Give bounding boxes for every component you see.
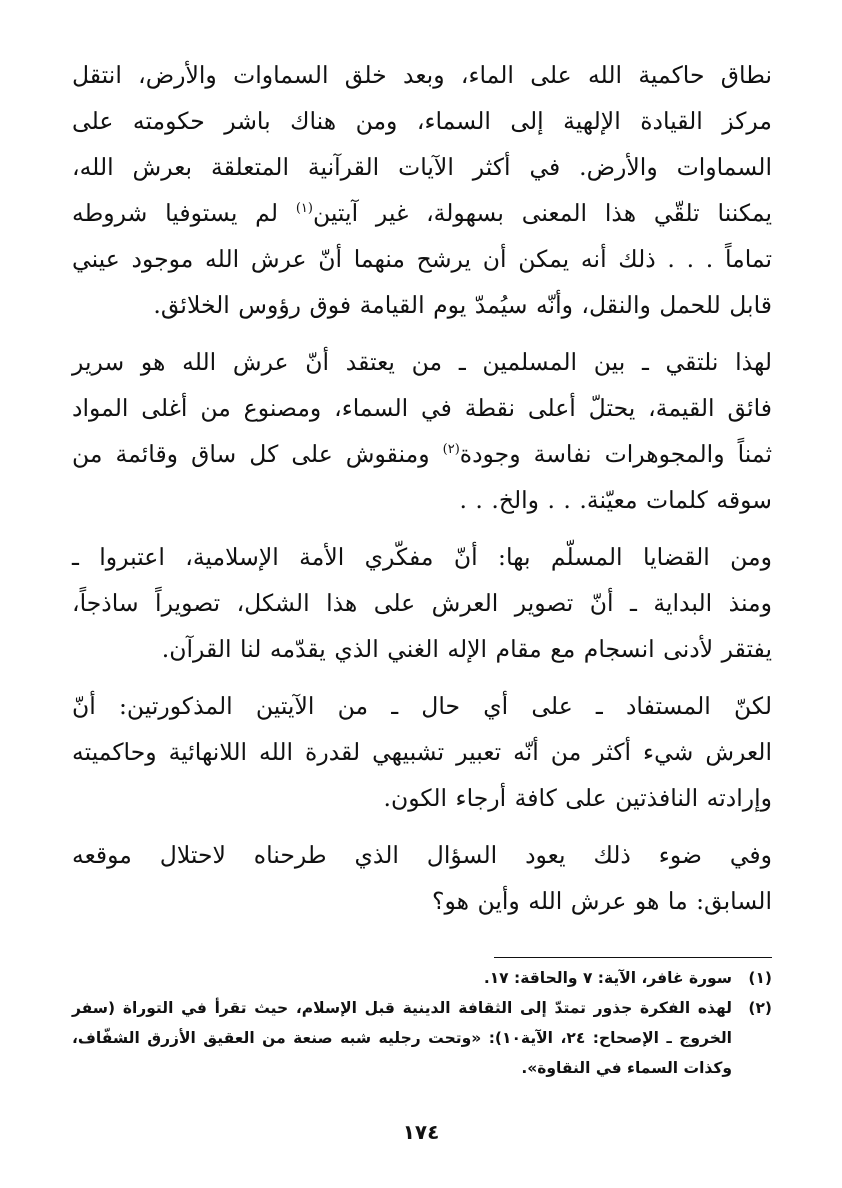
text-segment: ثمناً والمجوهرات نفاسة وجودة: [459, 440, 772, 468]
text-line: السماوات والأرض. في أكثر الآيات القرآنية المتعلقة بعرش الله،: [72, 153, 772, 181]
text-segment: يمكننا تلقّي هذا المعنى بسهولة، غير آيتين: [312, 199, 772, 227]
page-number: ١٧٤: [402, 1120, 440, 1144]
text-line: السابق: ما هو عرش الله وأين هو؟: [431, 887, 772, 915]
text-line: [72, 190, 772, 236]
text-segment: ومنقوش على كل ساق وقائمة من: [72, 440, 443, 468]
text-line: وإرادته النافذتين على كافة أرجاء الكون.: [383, 784, 772, 812]
footnote-separator: [494, 957, 772, 958]
text-line: [72, 431, 772, 477]
text-line: فائق القيمة، يحتلّ أعلى نقطة في السماء، ومصنوع من أغلى المواد: [72, 394, 772, 422]
text-segment: لم يستوفيا شروطه: [72, 199, 296, 227]
paragraph-4: [72, 683, 772, 821]
footnotes: [72, 963, 772, 1083]
text-line: ومنذ البداية ـ أنّ تصوير العرش على هذا الشكل، تصويراً ساذجاً،: [72, 589, 772, 617]
text-line: سوقه كلمات معيّنة. . . والخ. . .: [459, 486, 772, 514]
text-line: لكنّ المستفاد ـ على أي حال ـ من الآيتين المذكورتين: أنّ: [72, 692, 772, 720]
footnote-ref-2: (٢): [442, 442, 460, 458]
text-line: ومن القضايا المسلّم بها: أنّ مفكّري الأمة الإسلامية، اعتبروا ـ: [72, 543, 772, 571]
text-line: نطاق حاكمية الله على الماء، وبعد خلق السماوات والأرض، انتقل: [72, 61, 772, 89]
footnote-number: (١): [748, 969, 772, 987]
text-line: قابل للحمل والنقل، وأنّه سيُمدّ يوم القيامة فوق رؤوس الخلائق.: [153, 291, 772, 319]
text-line: مركز القيادة الإلهية إلى السماء، ومن هناك باشر حكومته على: [72, 107, 772, 135]
text-line: العرش شيء أكثر من أنّه تعبير تشبيهي لقدرة الله اللانهائية وحاكميته: [72, 738, 772, 766]
footnote-ref-1: (١): [295, 201, 313, 217]
paragraph-1: [72, 52, 772, 328]
footnote-text: لهذه الفكرة جذور تمتدّ إلى الثقافة الدينية قبل الإسلام، حيث تقرأ في التوراة (سفر الخروج ـ الإصحاح: ٢٤، الآية١٠): «وتحت رجليه شبه صنعة من العقيق الأزرق الشفّاف، وكذات السماء في النقاوة».: [72, 999, 732, 1077]
footnote-text: سورة غافر، الآية: ٧ والحاقة: ١٧.: [483, 969, 732, 987]
body-text: [72, 52, 772, 924]
text-line: وفي ضوء ذلك يعود السؤال الذي طرحناه لاحتلال موقعه: [72, 841, 772, 869]
footnote-1: [72, 963, 772, 993]
footnote-number: (٢): [748, 999, 772, 1017]
text-line: تماماً . . . ذلك أنه يمكن أن يرشح منهما أنّ عرش الله موجود عيني: [72, 245, 772, 273]
text-line: يفتقر لأدنى انسجام مع مقام الإله الغني الذي يقدّمه لنا القرآن.: [161, 635, 772, 663]
footnote-2: [72, 993, 772, 1083]
paragraph-3: [72, 534, 772, 672]
paragraph-2: [72, 339, 772, 523]
text-line: لهذا نلتقي ـ بين المسلمين ـ من يعتقد أنّ عرش الله هو سرير: [72, 348, 772, 376]
paragraph-5: [72, 832, 772, 924]
